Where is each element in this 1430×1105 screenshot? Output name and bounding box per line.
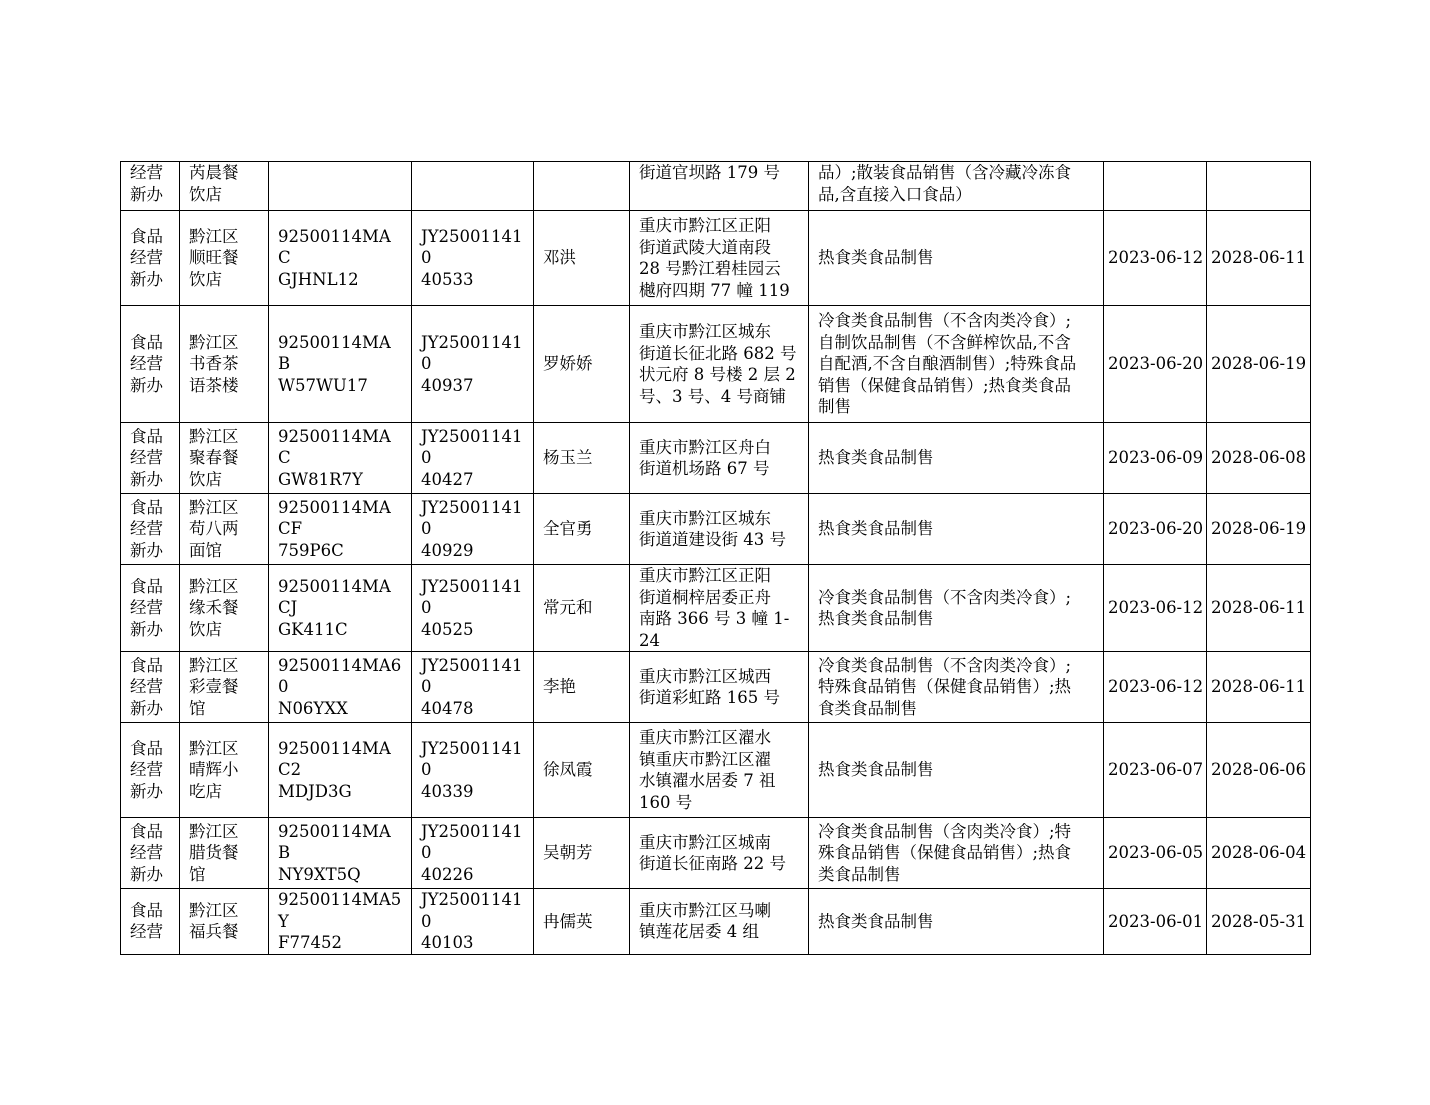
address-cell: 重庆市黔江区正阳 街道武陵大道南段 28 号黔江碧桂园云 樾府四期 77 幢 119 [630, 211, 809, 306]
business-scope-cell: 冷食类食品制售（不含肉类冷食）; 自制饮品制售（不含鲜榨饮品,不含 自配酒,不含自酿酒制售）;特殊食品 销售（保健食品销售）;热食类食品 制售 [809, 306, 1104, 423]
license-number-cell [412, 162, 534, 211]
address-cell: 重庆市黔江区舟白 街道机场路 67 号 [630, 423, 809, 494]
expiry-date-cell: 2028-06-11 [1207, 211, 1311, 306]
credit-code-cell: 92500114MAC GW81R7Y [269, 423, 412, 494]
business-scope-cell: 热食类食品制售 [809, 889, 1104, 955]
credit-code-cell: 92500114MACJ GK411C [269, 565, 412, 652]
table-row [121, 565, 1311, 652]
table-row [121, 423, 1311, 494]
expiry-date-cell: 2028-06-06 [1207, 723, 1311, 818]
category-cell: 食品 经营 [121, 889, 180, 955]
expiry-date-cell: 2028-06-11 [1207, 565, 1311, 652]
credit-code-cell [269, 162, 412, 211]
business-scope-cell: 热食类食品制售 [809, 211, 1104, 306]
legal-person-cell: 常元和 [534, 565, 630, 652]
credit-code-cell: 92500114MA5Y F77452 [269, 889, 412, 955]
expiry-date-cell: 2028-06-11 [1207, 652, 1311, 723]
legal-person-cell: 冉儒英 [534, 889, 630, 955]
category-cell: 经营 新办 [121, 162, 180, 211]
legal-person-cell: 李艳 [534, 652, 630, 723]
category-cell: 食品 经营 新办 [121, 723, 180, 818]
table-row [121, 306, 1311, 423]
business-name-cell: 黔江区 书香茶 语茶楼 [180, 306, 269, 423]
business-name-cell: 黔江区 晴辉小 吃店 [180, 723, 269, 818]
address-cell: 重庆市黔江区城东 街道道建设街 43 号 [630, 494, 809, 565]
business-name-cell: 黔江区 顺旺餐 饮店 [180, 211, 269, 306]
expiry-date-cell [1207, 162, 1311, 211]
expiry-date-cell: 2028-06-19 [1207, 494, 1311, 565]
license-number-cell: JY250011410 40525 [412, 565, 534, 652]
business-scope-cell: 热食类食品制售 [809, 494, 1104, 565]
business-name-cell: 芮晨餐 饮店 [180, 162, 269, 211]
credit-code-cell: 92500114MAC GJHNL12 [269, 211, 412, 306]
address-cell: 重庆市黔江区濯水 镇重庆市黔江区濯 水镇濯水居委 7 祖 160 号 [630, 723, 809, 818]
legal-person-cell: 杨玉兰 [534, 423, 630, 494]
legal-person-cell: 全官勇 [534, 494, 630, 565]
table-row [121, 889, 1311, 955]
issue-date-cell: 2023-06-09 [1104, 423, 1207, 494]
legal-person-cell: 吴朝芳 [534, 818, 630, 889]
business-name-cell: 黔江区 聚春餐 饮店 [180, 423, 269, 494]
category-cell: 食品 经营 新办 [121, 652, 180, 723]
address-cell: 重庆市黔江区城西 街道彩虹路 165 号 [630, 652, 809, 723]
issue-date-cell: 2023-06-12 [1104, 565, 1207, 652]
category-cell: 食品 经营 新办 [121, 306, 180, 423]
license-number-cell: JY250011410 40533 [412, 211, 534, 306]
address-cell: 重庆市黔江区城东 街道长征北路 682 号 状元府 8 号楼 2 层 2 号、3 号、4 号商铺 [630, 306, 809, 423]
business-scope-cell: 热食类食品制售 [809, 723, 1104, 818]
expiry-date-cell: 2028-06-04 [1207, 818, 1311, 889]
expiry-date-cell: 2028-06-19 [1207, 306, 1311, 423]
table-row [121, 211, 1311, 306]
expiry-date-cell: 2028-05-31 [1207, 889, 1311, 955]
business-scope-cell: 冷食类食品制售（不含肉类冷食）; 热食类食品制售 [809, 565, 1104, 652]
license-table [120, 161, 1311, 955]
category-cell: 食品 经营 新办 [121, 565, 180, 652]
business-scope-cell: 热食类食品制售 [809, 423, 1104, 494]
issue-date-cell: 2023-06-05 [1104, 818, 1207, 889]
license-number-cell: JY250011410 40339 [412, 723, 534, 818]
category-cell: 食品 经营 新办 [121, 494, 180, 565]
address-cell: 重庆市黔江区城南 街道长征南路 22 号 [630, 818, 809, 889]
business-name-cell: 黔江区 腊货餐 馆 [180, 818, 269, 889]
table-body [121, 162, 1311, 955]
credit-code-cell: 92500114MACF 759P6C [269, 494, 412, 565]
table-row [121, 818, 1311, 889]
issue-date-cell: 2023-06-12 [1104, 211, 1207, 306]
business-name-cell: 黔江区 缘禾餐 饮店 [180, 565, 269, 652]
business-scope-cell: 冷食类食品制售（含肉类冷食）;特 殊食品销售（保健食品销售）;热食 类食品制售 [809, 818, 1104, 889]
credit-code-cell: 92500114MA60 N06YXX [269, 652, 412, 723]
table-row [121, 652, 1311, 723]
license-number-cell: JY250011410 40929 [412, 494, 534, 565]
address-cell: 重庆市黔江区马喇 镇莲花居委 4 组 [630, 889, 809, 955]
issue-date-cell: 2023-06-07 [1104, 723, 1207, 818]
legal-person-cell: 徐凤霞 [534, 723, 630, 818]
issue-date-cell: 2023-06-20 [1104, 494, 1207, 565]
table-row [121, 494, 1311, 565]
business-scope-cell: 冷食类食品制售（不含肉类冷食）; 特殊食品销售（保健食品销售）;热 食类食品制售 [809, 652, 1104, 723]
license-number-cell: JY250011410 40226 [412, 818, 534, 889]
legal-person-cell [534, 162, 630, 211]
business-name-cell: 黔江区 苟八两 面馆 [180, 494, 269, 565]
business-scope-cell: 品）;散装食品销售（含冷藏冷冻食 品,含直接入口食品） [809, 162, 1104, 211]
legal-person-cell: 罗娇娇 [534, 306, 630, 423]
issue-date-cell: 2023-06-12 [1104, 652, 1207, 723]
legal-person-cell: 邓洪 [534, 211, 630, 306]
table-row [121, 162, 1311, 211]
credit-code-cell: 92500114MAB NY9XT5Q [269, 818, 412, 889]
category-cell: 食品 经营 新办 [121, 423, 180, 494]
issue-date-cell: 2023-06-20 [1104, 306, 1207, 423]
license-number-cell: JY250011410 40103 [412, 889, 534, 955]
license-number-cell: JY250011410 40427 [412, 423, 534, 494]
license-number-cell: JY250011410 40937 [412, 306, 534, 423]
issue-date-cell: 2023-06-01 [1104, 889, 1207, 955]
expiry-date-cell: 2028-06-08 [1207, 423, 1311, 494]
address-cell: 重庆市黔江区正阳 街道桐梓居委正舟 南路 366 号 3 幢 1-24 [630, 565, 809, 652]
category-cell: 食品 经营 新办 [121, 211, 180, 306]
credit-code-cell: 92500114MAC2 MDJD3G [269, 723, 412, 818]
business-name-cell: 黔江区 福兵餐 [180, 889, 269, 955]
credit-code-cell: 92500114MAB W57WU17 [269, 306, 412, 423]
business-name-cell: 黔江区 彩壹餐 馆 [180, 652, 269, 723]
address-cell: 街道官坝路 179 号 [630, 162, 809, 211]
license-number-cell: JY250011410 40478 [412, 652, 534, 723]
issue-date-cell [1104, 162, 1207, 211]
category-cell: 食品 经营 新办 [121, 818, 180, 889]
table-row [121, 723, 1311, 818]
